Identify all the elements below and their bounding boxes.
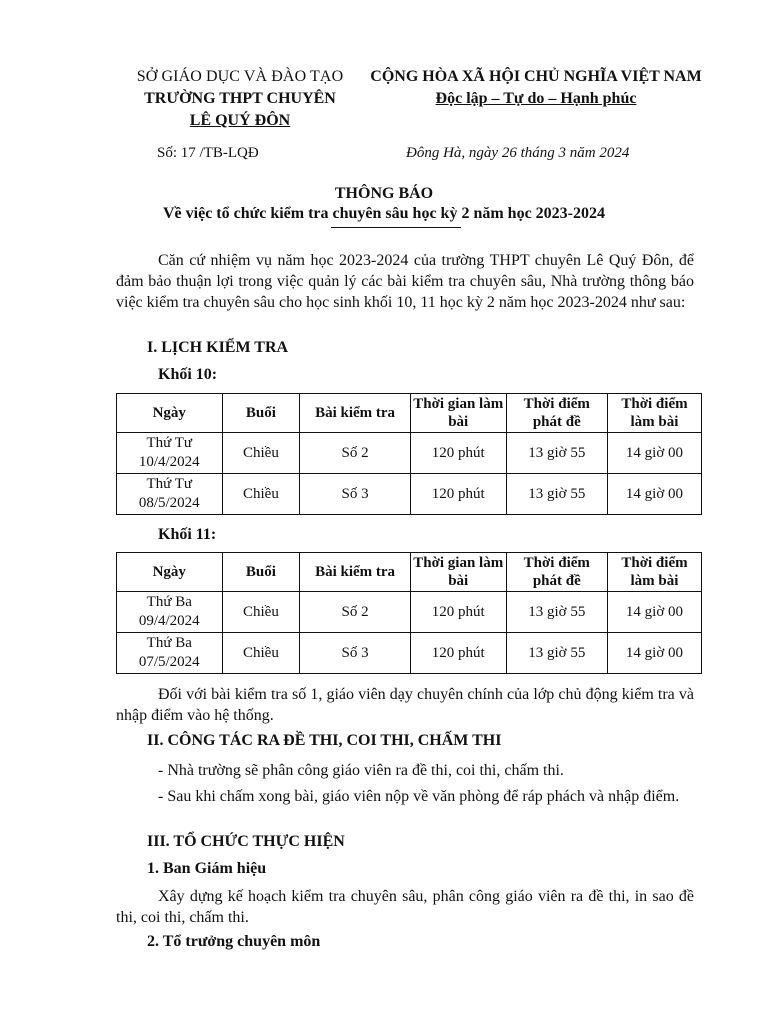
- cell-distribution-time: 13 giờ 55: [506, 433, 607, 474]
- grade10-label: Khối 10:: [158, 366, 218, 383]
- cell-duration: 120 phút: [410, 592, 506, 633]
- cell-start-time: 14 giờ 00: [607, 474, 701, 515]
- table-row: [117, 592, 702, 633]
- section3-sub1-text: Xây dựng kế hoạch kiểm tra chuyên sâu, phân công giáo viên ra đề thi, in sao đề thi, coi thi, chấm thi.: [116, 888, 694, 926]
- cell-test: Số 2: [300, 433, 411, 474]
- national-motto: Độc lập – Tự do – Hạnh phúc: [435, 90, 637, 107]
- col-duration-header: Thời gian làm bài: [410, 394, 506, 433]
- nation-name: CỘNG HÒA XÃ HỘI CHỦ NGHĨA VIỆT NAM: [370, 68, 702, 85]
- cell-distribution-time: 13 giờ 55: [506, 633, 607, 674]
- section2-item2: - Sau khi chấm xong bài, giáo viên nộp về văn phòng để ráp phách và nhập điểm.: [158, 788, 680, 805]
- department-name: SỞ GIÁO DỤC VÀ ĐÀO TẠO: [136, 68, 344, 85]
- cell-duration: 120 phút: [410, 433, 506, 474]
- section1-heading: I. LỊCH KIỂM TRA: [147, 339, 289, 356]
- col-distribution-time-header: Thời điểm phát đề: [506, 553, 607, 592]
- table-row: [117, 474, 702, 515]
- cell-session: Chiều: [222, 592, 300, 633]
- cell-date: Thứ Ba 07/5/2024: [117, 633, 223, 674]
- issuer-block: [105, 66, 375, 132]
- cell-duration: 120 phút: [410, 474, 506, 515]
- table-row: [117, 633, 702, 674]
- section3-sub2-heading: 2. Tổ trưởng chuyên môn: [147, 933, 321, 950]
- school-name-line2: LÊ QUÝ ĐÔN: [189, 112, 291, 129]
- col-session-header: Buổi: [222, 553, 300, 592]
- cell-date: Thứ Ba 09/4/2024: [117, 592, 223, 633]
- col-test-header: Bài kiểm tra: [300, 394, 411, 433]
- section2-item1: - Nhà trường sẽ phân công giáo viên ra đề thi, coi thi, chấm thi.: [158, 762, 564, 779]
- section2-heading: II. CÔNG TÁC RA ĐỀ THI, COI THI, CHẤM THI: [147, 732, 502, 749]
- intro-paragraph: Căn cứ nhiệm vụ năm học 2023-2024 của trường THPT chuyên Lê Quý Đôn, để đảm bảo thuận lợi trong việc quản lý các bài kiểm tra chuyên sâu, Nhà trường thông báo việc kiểm tra chuyên sâu cho học sinh khối 10, 11 học kỳ 2 năm học 2023-2024 như sau:: [116, 252, 694, 311]
- cell-test: Số 2: [300, 592, 411, 633]
- grade11-label: Khối 11:: [158, 526, 217, 543]
- col-duration-header: Thời gian làm bài: [410, 553, 506, 592]
- col-test-header: Bài kiểm tra: [300, 553, 411, 592]
- cell-session: Chiều: [222, 433, 300, 474]
- col-distribution-time-header: Thời điểm phát đề: [506, 394, 607, 433]
- document-title: THÔNG BÁO: [334, 185, 434, 202]
- cell-session: Chiều: [222, 474, 300, 515]
- col-start-time-header: Thời điểm làm bài: [607, 394, 701, 433]
- grade-note-paragraph: Đối với bài kiểm tra số 1, giáo viên dạy chuyên chính của lớp chủ động kiểm tra và nhập điểm vào hệ thống.: [116, 686, 694, 724]
- table-row: [117, 433, 702, 474]
- cell-start-time: 14 giờ 00: [607, 633, 701, 674]
- cell-date: Thứ Tư 10/4/2024: [117, 433, 223, 474]
- col-session-header: Buổi: [222, 394, 300, 433]
- col-start-time-header: Thời điểm làm bài: [607, 553, 701, 592]
- grade10-schedule-table: [116, 393, 702, 515]
- col-date-header: Ngày: [117, 394, 223, 433]
- cell-test: Số 3: [300, 474, 411, 515]
- grade11-schedule-table: [116, 552, 702, 674]
- cell-session: Chiều: [222, 633, 300, 674]
- cell-distribution-time: 13 giờ 55: [506, 592, 607, 633]
- document-number: Số: 17 /TB-LQĐ: [157, 145, 259, 161]
- school-name-line1: TRƯỜNG THPT CHUYÊN: [144, 90, 336, 107]
- cell-start-time: 14 giờ 00: [607, 592, 701, 633]
- subtitle-underline: [331, 227, 461, 228]
- cell-date: Thứ Tư 08/5/2024: [117, 474, 223, 515]
- table-header-row: [117, 553, 702, 592]
- document-subtitle: Về việc tổ chức kiểm tra chuyên sâu học kỳ 2 năm học 2023-2024: [162, 205, 605, 222]
- table-header-row: [117, 394, 702, 433]
- cell-test: Số 3: [300, 633, 411, 674]
- place-and-date: Đông Hà, ngày 26 tháng 3 năm 2024: [406, 145, 630, 161]
- cell-duration: 120 phút: [410, 633, 506, 674]
- section3-heading: III. TỔ CHỨC THỰC HIỆN: [147, 833, 345, 850]
- cell-start-time: 14 giờ 00: [607, 433, 701, 474]
- col-date-header: Ngày: [117, 553, 223, 592]
- nation-block: [352, 66, 720, 110]
- cell-distribution-time: 13 giờ 55: [506, 474, 607, 515]
- section3-sub1-heading: 1. Ban Giám hiệu: [147, 860, 267, 877]
